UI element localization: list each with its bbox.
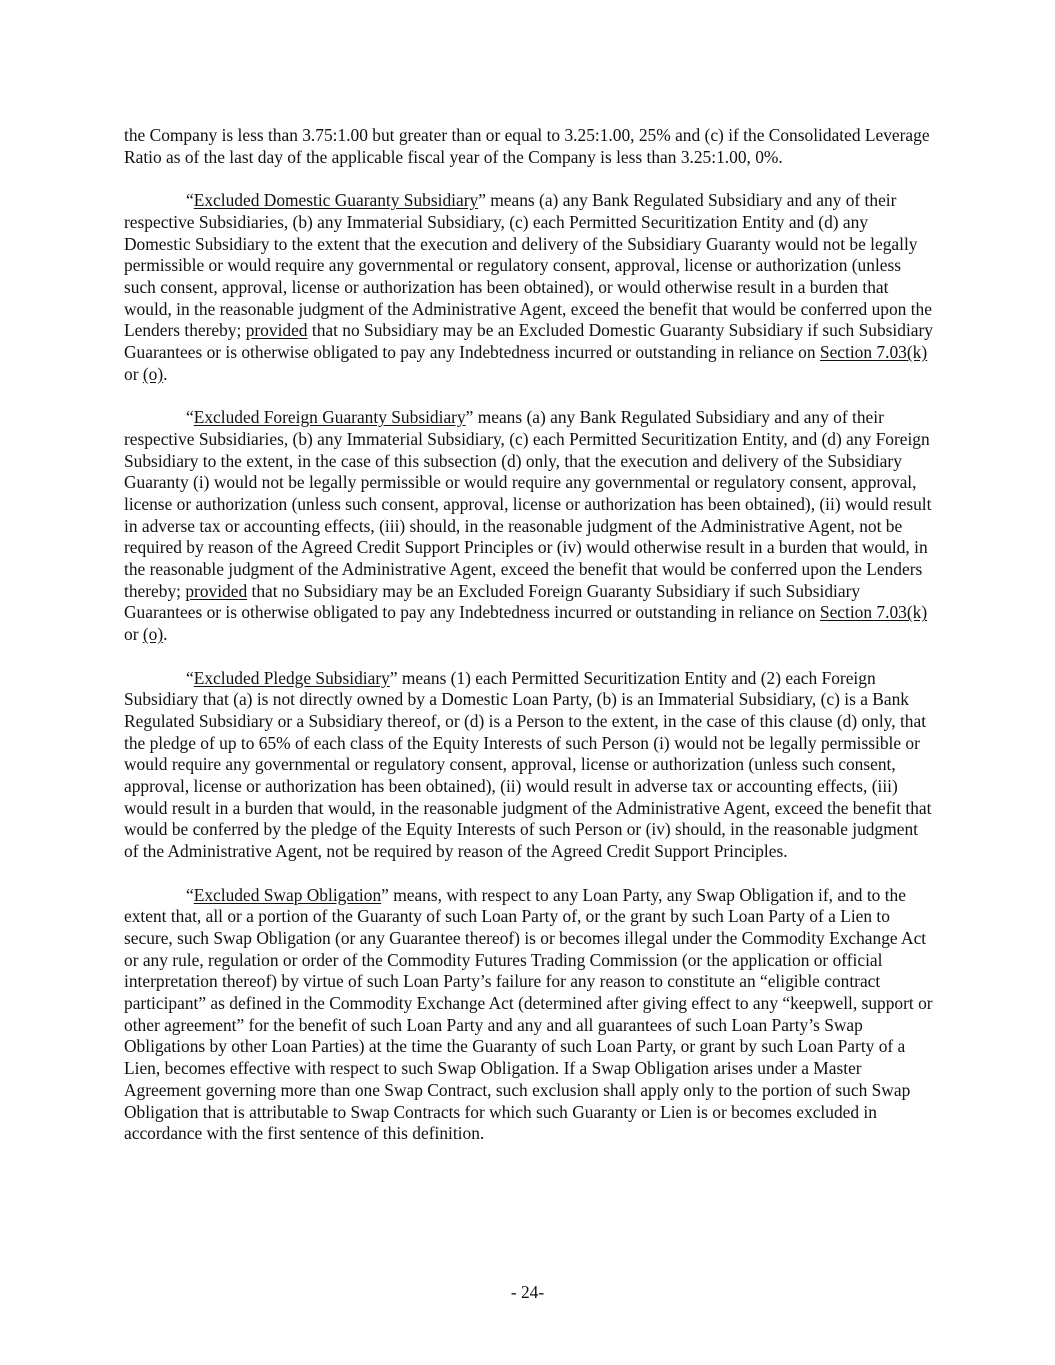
open-quote: “ (186, 190, 194, 211)
conjunction: or (124, 624, 143, 645)
conjunction: or (124, 363, 143, 384)
defined-term: Excluded Pledge Subsidiary (193, 667, 390, 688)
definition-text: that no Subsidiary may be an Excluded Domestic Guaranty Subsidiary if such Subsidiary Guarantees or is otherwise obligated to pay any Indebtedness incurred or outstanding in reliance on (124, 320, 933, 363)
open-quote: “ (186, 884, 194, 905)
paragraph-continuation (124, 125, 936, 168)
period: . (163, 363, 168, 384)
provided-keyword: provided (185, 580, 248, 601)
open-quote: “ (186, 667, 194, 688)
page-number: - 24- (510, 1282, 545, 1302)
section-reference: Section 7.03(k) (819, 342, 928, 363)
definition-text: ” means (a) any Bank Regulated Subsidiary and any of their respective Subsidiaries, (b) any Immaterial Subsidiary, (c) each Permitted Securitization Entity and (d) any Domestic Subsidiary to the extent that the execution and delivery of the Subsidiary Guaranty would not be legally permissible or would require any governmental or regulatory consent, approval, license or authorization (unless such consent, approval, license or authorization has been obtained), or would otherwise result in a burden that would, in the reasonable judgment of the Administrative Agent, exceed the benefit that would be conferred upon the Lenders thereby; (124, 190, 932, 341)
definition-excluded-domestic-guaranty-subsidiary (124, 190, 936, 385)
definition-excluded-pledge-subsidiary (124, 668, 936, 863)
open-quote: “ (186, 407, 194, 428)
section-reference: (o) (142, 363, 164, 384)
definition-text: ” means (1) each Permitted Securitization Entity and (2) each Foreign Subsidiary that (a) is not directly owned by a Domestic Loan Party, (b) is an Immaterial Subsidiary, (c) is a Bank Regulated Subsidiary or a Subsidiary thereof, or (d) is a Person to the extent, in the case of this clause (d) only, that the pledge of up to 65% of each class of the Equity Interests of such Person (i) would not be legally permissible or would require any governmental or regulatory consent, approval, license or authorization (unless such consent, approval, license or authorization has been obtained), (ii) would result in adverse tax or accounting effects, (iii) would result in a burden that would, in the reasonable judgment of the Administrative Agent, exceed the benefit that would be conferred by the pledge of the Equity Interests of such Person or (iv) should, in the reasonable judgment of the Administrative Agent, not be required by reason of the Agreed Credit Support Principles. (124, 667, 932, 862)
definition-excluded-swap-obligation (124, 885, 936, 1145)
defined-term: Excluded Domestic Guaranty Subsidiary (193, 190, 479, 211)
period: . (163, 624, 168, 645)
defined-term: Excluded Foreign Guaranty Subsidiary (193, 407, 466, 428)
definition-text: that no Subsidiary may be an Excluded Foreign Guaranty Subsidiary if such Subsidiary Guarantees or is otherwise obligated to pay any Indebtedness incurred or outstanding in reliance on (124, 580, 861, 623)
paragraph-text: the Company is less than 3.75:1.00 but greater than or equal to 3.25:1.00, 25% and (c) if the Consolidated Leverage Ratio as of the last day of the applicable fiscal year of the Company is less than 3.25:1.00, 0%. (124, 125, 930, 167)
section-reference: (o) (142, 624, 164, 645)
provided-keyword: provided (245, 320, 308, 341)
document-page (124, 125, 936, 1167)
definition-text: ” means (a) any Bank Regulated Subsidiary and any of their respective Subsidiaries, (b) any Immaterial Subsidiary, (c) each Permitted Securitization Entity, and (d) any Foreign Subsidiary to the extent, in the case of this subsection (d) only, that the execution and delivery of the Subsidiary Guaranty (i) would not be legally permissible or would require any governmental or regulatory consent, approval, license or authorization (unless such consent, approval, license or authorization has been obtained), (ii) would result in adverse tax or accounting effects, (iii) should, in the reasonable judgment of the Administrative Agent, not be required by reason of the Agreed Credit Support Principles or (iv) would otherwise result in a burden that would, in the reasonable judgment of the Administrative Agent, exceed the benefit that would be conferred upon the Lenders thereby; (124, 407, 932, 601)
definition-text: ” means, with respect to any Loan Party, any Swap Obligation if, and to the extent that, all or a portion of the Guaranty of such Loan Party of, or the grant by such Loan Party of a Lien to secure, such Swap Obligation (or any Guarantee thereof) is or becomes illegal under the Commodity Exchange Act or any rule, regulation or order of the Commodity Futures Trading Commission (or the application or official interpretation thereof) by virtue of such Loan Party’s failure for any reason to constitute an “eligible contract participant” as defined in the Commodity Exchange Act (determined after giving effect to any “keepwell, support or other agreement” for the benefit of such Loan Party and any and all guarantees of such Loan Party’s Swap Obligations by other Loan Parties) at the time the Guaranty of such Loan Party, or grant by such Loan Party of a Lien, becomes effective with respect to such Swap Obligation. If a Swap Obligation arises under a Master Agreement governing more than one Swap Contract, such exclusion shall apply only to the portion of such Swap Obligation that is attributable to Swap Contracts for which such Guaranty or Lien is or becomes excluded in accordance with the first sentence of this definition. (124, 884, 933, 1144)
section-reference: Section 7.03(k) (819, 602, 928, 623)
definition-excluded-foreign-guaranty-subsidiary (124, 407, 936, 646)
defined-term: Excluded Swap Obligation (193, 884, 382, 905)
